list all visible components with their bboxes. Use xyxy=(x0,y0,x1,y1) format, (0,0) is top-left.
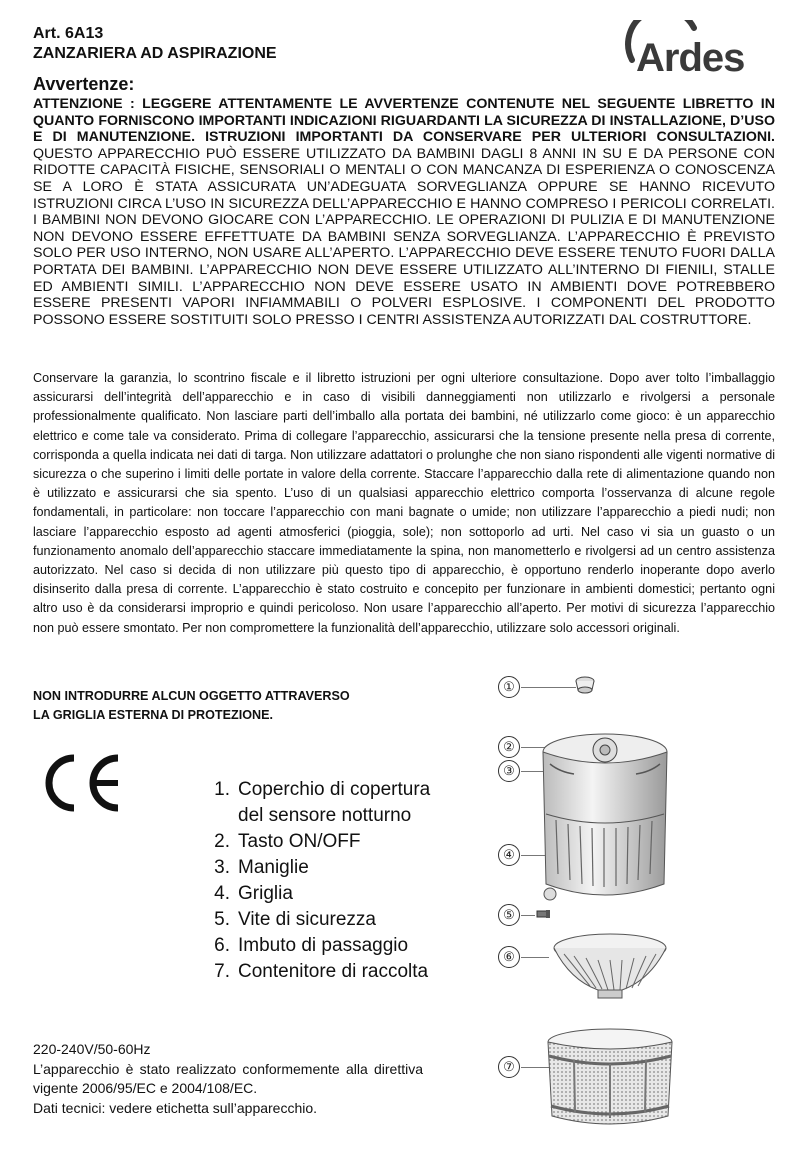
list-item xyxy=(200,933,448,959)
list-label: Tasto ON/OFF xyxy=(238,831,361,852)
voltage: 220-240V/50-60Hz xyxy=(33,1041,151,1057)
list-label: Coperchio di copertura del sensore notturno xyxy=(238,779,431,826)
leader-line xyxy=(521,957,549,958)
callout-6: ⑥ xyxy=(498,946,520,968)
list-item xyxy=(200,881,448,907)
warning-bold: ATTENZIONE : LEGGERE ATTENTAMENTE LE AVVERTENZE CONTENUTE NEL SEGUENTE LIBRETTO IN QUANTO FORNISCONO IMPORTANTI INDICAZIONI RIGUARDANTI LA SICUREZZA DI INSTALLAZIONE, D’USO E DI MANUTENZIONE. ISTRUZIONI IMPORTANTI DA CONSERVARE PER ULTERIORI CONSULTAZIONI. xyxy=(33,96,775,146)
leader-line xyxy=(521,687,576,688)
list-label: Contenitore di raccolta xyxy=(238,961,429,982)
exploded-diagram xyxy=(490,668,790,1148)
list-label: Griglia xyxy=(238,883,293,904)
list-number: 7. xyxy=(214,961,230,982)
notice-line-2: LA GRIGLIA ESTERNA DI PROTEZIONE. xyxy=(33,708,273,723)
ardes-logo xyxy=(622,20,777,80)
list-number: 6. xyxy=(214,935,230,956)
list-item xyxy=(200,777,448,829)
safety-instructions: Conservare la garanzia, lo scontrino fiscale e il libretto istruzioni per ogni ulteriore consultazione. Dopo aver tolto l’imballaggio assicurarsi dell’integrità dell’apparecchio e in caso di visibili danneggiamenti non utilizzarlo e rivolgersi a personale professionalmente qualificato. Non lasciare parti dell’imballo alla portata dei bambini, né utilizzarlo come gioco: è un apparecchio elettrico e come tale va considerato. Prima di collegare l’apparecchio, assicurarsi che la tensione presente nella presa di corrente, corrisponda a quella indicata nei dati di targa. Non utilizzare adattatori o prolunghe che non siano rispondenti alle vigenti normative di sicurezza o che superino i limiti delle portate in valore della corrente. Staccare l’apparecchio dalla rete di alimentazione quando non è utilizzato e assicurarsi che sia spento. L’uso di un qualsiasi apparecchio elettrico comporta l’osservanza di alcune regole fondamentali, in particolare: non toccare l’apparecchio con mani bagnate o umide; non utilizzare l’apparecchio a piedi nudi; non lasciare l’apparecchio esposto ad agenti atmosferici (pioggia, sole); non sottoporlo ad urti. Nel caso vi sia un guasto o un funzionamento anomalo dell’apparecchio staccare immediatamente la spina, non manometterlo e rivolgersi ad un centro assistenza autorizzato. Nel caso si decida di non utilizzare più questo tipo di apparecchio, è opportuno renderlo inoperante dopo averlo disinserito dalla presa di corrente. L’apparecchio è stato costruito e concepito per funzionare in ambienti domestici; pertanto ogni altro uso è da considerarsi improprio e quindi pericoloso. Non usare l’apparecchio all’aperto. Per motivi di sicurezza l’apparecchio non può essere smontato. Per non compromettere la funzionalità dell’apparecchio, utilizzare solo accessori originali. xyxy=(33,371,775,635)
list-item xyxy=(200,959,448,985)
warning-text: QUESTO APPARECCHIO PUÒ ESSERE UTILIZZATO DA BAMBINI DAGLI 8 ANNI IN SU E DA PERSONE CON RIDOTTE CAPACITÀ FISICHE, SENSORIALI O MENTALI O CON MANCANZA DI ESPERIENZA O CONOSCENZA SE A LORO È STATA ASSICURATA UN’ADEGUATA SORVEGLIANZA OPPURE SE HANNO RICEVUTO ISTRUZIONI CIRCA L’USO IN SICUREZZA DELL’APPARECCHIO E HANNO COMPRESO I PERICOLI CORRELATI. I BAMBINI NON DEVONO GIOCARE CON L’APPARECCHIO. LE OPERAZIONI DI PULIZIA E DI MANUTENZIONE NON DEVONO ESSERE EFFETTUATE DA BAMBINI SENZA SORVEGLIANZA. L’APPARECCHIO È PREVISTO SOLO PER USO INTERNO, NON USARE ALL’APERTO. L’APPARECCHIO DEVE ESSERE TENUTO FUORI DALLA PORTATA DEI BAMBINI. L’APPARECCHIO NON DEVE ESSERE UTILIZZATO ALL’INTERNO DI FIENILI, STALLE ED AMBIENTI SIMILI. L’APPARECCHIO NON DEVE ESSERE USATO IN AMBIENTI DOVE POTREBBERO ESSERE PRESENTI VAPORI INFIAMMABILI O POLVERI ESPLOSIVE. I COMPONENTI DEL PRODOTTO POSSONO ESSERE SOSTITUITI SOLO PRESSO I CENTRI ASSISTENZA AUTORIZZATI DAL COSTRUTTORE. xyxy=(33,145,775,328)
callout-4: ④ xyxy=(498,844,520,866)
list-label: Maniglie xyxy=(238,857,309,878)
list-number: 1. xyxy=(214,779,230,800)
callout-2: ② xyxy=(498,736,520,758)
callout-3: ③ xyxy=(498,760,520,782)
callout-7: ⑦ xyxy=(498,1056,520,1078)
parts-list xyxy=(200,777,448,985)
list-number: 2. xyxy=(214,831,230,852)
technical-data-note: Dati tecnici: vedere etichetta sull’apparecchio. xyxy=(33,1099,318,1116)
sensor-cap-illustration xyxy=(570,674,600,696)
conformity-statement: L’apparecchio è stato realizzato conformemente alla direttiva vigente 2006/95/EC e 2004/108/EC. xyxy=(33,1060,423,1096)
technical-data xyxy=(33,1040,423,1118)
callout-1: ① xyxy=(498,676,520,698)
list-item xyxy=(200,829,448,855)
section-heading: Avvertenze: xyxy=(33,74,135,94)
product-title: ZANZARIERA AD ASPIRAZIONE xyxy=(33,45,277,62)
list-label: Imbuto di passaggio xyxy=(238,935,409,956)
list-label: Vite di sicurezza xyxy=(238,909,376,930)
list-item xyxy=(200,907,448,933)
notice-line-1: NON INTRODURRE ALCUN OGGETTO ATTRAVERSO xyxy=(33,689,350,703)
brand-name: Ardes xyxy=(636,36,745,80)
list-number: 3. xyxy=(214,857,230,878)
list-number: 4. xyxy=(214,883,230,904)
article-number: Art. 6A13 xyxy=(33,25,104,42)
list-item xyxy=(200,855,448,881)
funnel-illustration xyxy=(550,930,670,1000)
grid-notice xyxy=(33,687,350,725)
ce-mark xyxy=(38,752,122,819)
callout-5: ⑤ xyxy=(498,904,520,926)
container-illustration xyxy=(544,1026,676,1136)
screw-illustration xyxy=(536,908,552,920)
main-body-illustration xyxy=(540,724,670,914)
ce-mark-icon xyxy=(38,752,122,814)
warning-paragraph xyxy=(33,96,775,328)
leader-line xyxy=(521,915,535,916)
list-number: 5. xyxy=(214,909,230,930)
